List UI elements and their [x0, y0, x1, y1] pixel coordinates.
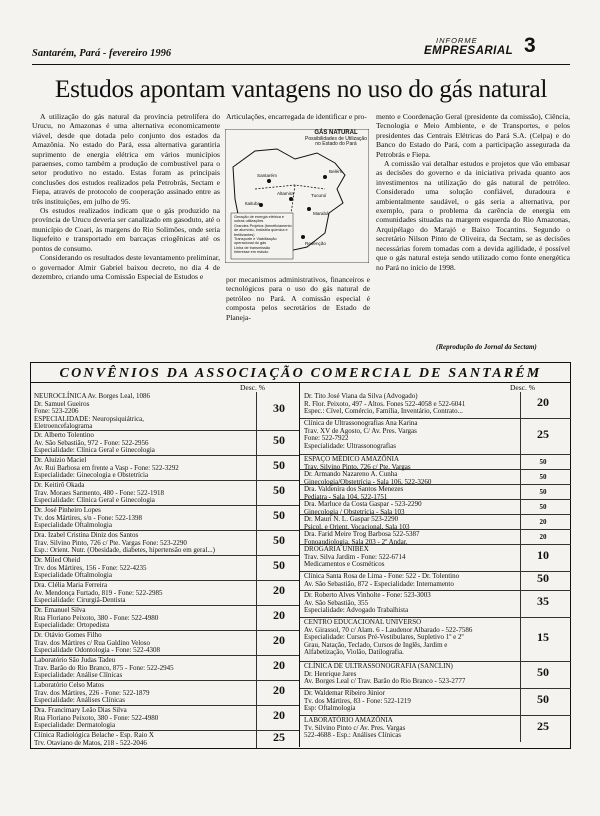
row-line: Dr. Emanuel Silva	[34, 606, 86, 614]
table-title: CONVÊNIOS DA ASSOCIAÇÃO COMERCIAL DE SANTARÉM	[59, 366, 542, 381]
row-text	[34, 607, 158, 630]
row-text	[304, 420, 418, 450]
row-line: Grau, Natação, Teclado, Cursos de Inglês, Jardim e	[304, 640, 448, 649]
table-title-rule	[30, 382, 571, 383]
table-row	[30, 506, 299, 531]
row-line: ESPECIALIDADE: Neuropsiquiátrica,	[34, 414, 145, 423]
row-line: Fone: 523-2206	[34, 407, 79, 416]
header-rule	[32, 64, 570, 65]
row-line: LABORATÓRIO AMAZÔNIA	[304, 716, 393, 724]
row-line: Especialidade: Cursos Pré-Vestibulares, Supletivo 1º e 2º	[304, 633, 464, 642]
row-text	[304, 663, 465, 686]
discount-value: 50	[273, 533, 285, 547]
row-text	[304, 486, 403, 501]
row-line: Trav. Silvino Pinto, 726 c/ Pte. Vargas Fone: 523-2290	[34, 538, 187, 547]
row-text	[304, 393, 465, 416]
discount-cell	[520, 500, 521, 514]
row-line: Dr. José Pinheiro Lopes	[34, 506, 101, 514]
article-paragraph: A comissão vai detalhar estudos e projetos que vão embasar as decisões do governo e da iniciativa privada quanto aos investimentos na utilização do gás natural de petróleo. Considerado uma solução confiável, duradoura e ambientalmente saudável, o gás seria a alternativa, por exemplo, para o problema da carência de energia em comunidades situadas na margem esquerda do Rio Amazonas, Arquipélago do Marajó e Baixo Tocantins. Segundo o secretário Nilson Pinto de Oliveira, da Sectam, se as decisões necessárias forem tomadas com a devida agilidade, é possível que o gás natural esteja sendo utilizado como fonte energética no Pará no início de 1998.	[376, 159, 570, 272]
row-line: Trav. dos Mártires c/ Rua Galdino Veloso	[34, 638, 151, 647]
row-line: Dr. Miled Oheid	[34, 556, 81, 564]
discount-cell	[520, 530, 521, 544]
article-column-3	[376, 112, 570, 272]
row-text	[304, 501, 422, 516]
row-text	[34, 657, 174, 680]
table-row	[30, 531, 299, 556]
discount-cell	[520, 572, 521, 590]
table-row	[300, 530, 571, 545]
discount-cell	[256, 606, 257, 630]
discount-value: 50	[273, 508, 285, 522]
discount-value: 50	[539, 502, 547, 511]
discount-value: 50	[539, 472, 547, 481]
discount-value: 50	[539, 487, 547, 496]
article-headline: Estudos apontam vantagens no uso do gás natural	[54, 74, 548, 103]
table-row	[30, 481, 299, 506]
row-text	[304, 546, 406, 569]
table-row	[300, 689, 571, 716]
table-row	[30, 556, 299, 581]
row-line: Medicamentos e Cosméticos	[304, 560, 385, 569]
map-place-redencao: Redenção	[305, 241, 326, 246]
gas-map-figure	[225, 129, 369, 263]
table-row	[300, 392, 571, 419]
discount-cell	[256, 481, 257, 505]
discount-value: 25	[537, 719, 549, 733]
row-line: Av. Girassol, 70 c/ Alam. 6 - Laudenor Albarado - 522-7586	[304, 625, 473, 634]
table-row	[30, 606, 299, 631]
row-line: Av. Mendonça Furtado, 819 - Fone: 522-2985	[34, 588, 163, 597]
discount-value: 50	[537, 665, 549, 679]
discount-cell	[256, 581, 257, 605]
row-line: Trv. dos Mártires, 156 - Fone: 522-4235	[34, 563, 147, 572]
row-line: Especialidade Odontologia - Fone: 522-4308	[34, 646, 160, 655]
article-paragraph: Considerando os resultados deste levantamento preliminar, o governador Almir Gabriel baixou decreto, no dia 4 de dezembro, criando uma Comissão Especial de Estudos e	[32, 253, 220, 281]
row-line: Dra. Clélia Maria Ferreira	[34, 581, 108, 589]
table-row	[300, 716, 571, 742]
map-legend-item: Geração de energia elétrica e outras utilizações	[234, 215, 285, 224]
row-line: Clínica de Ultrassonografias Ana Karina	[304, 419, 418, 427]
row-line: Dr. Samuel Gueiros	[34, 399, 90, 408]
row-line: Dr. Tito José Viana da Silva (Advogado)	[304, 392, 418, 400]
article-column-2-bottom	[226, 275, 370, 322]
row-line: Dra. Marluce da Costa Gaspar - 523-2290	[304, 500, 422, 508]
row-line: Especialidade: Ginecologia e Obstetrícia	[34, 471, 149, 480]
row-line: Tv. dos Mártires, 83 - Fone: 522-1219	[304, 696, 411, 705]
row-line: Laboratório Celso Matos	[34, 681, 104, 689]
row-line: Dr. Roberto Alves Vinholte - Fone: 523-3003	[304, 591, 431, 599]
row-text	[34, 632, 160, 655]
row-line: Dra. Valdeníra dos Santos Menezes	[304, 485, 404, 493]
row-line: Psicol. e Orient. Vocacional, Sala 103	[304, 522, 410, 531]
discount-cell	[256, 681, 257, 705]
row-line: Especialidade: Ultrassonografias	[304, 441, 396, 450]
table-row	[30, 456, 299, 481]
row-line: Dr. Aluízio Maciel	[34, 456, 87, 464]
row-text	[34, 393, 150, 431]
row-line: Dra. Izabel Cristina Diniz dos Santos	[34, 531, 139, 539]
row-line: ESPAÇO MÉDICO AMAZÔNIA	[304, 455, 400, 463]
discount-cell	[520, 618, 521, 661]
discount-cell	[256, 556, 257, 580]
discount-value: 20	[539, 517, 547, 526]
row-text	[34, 482, 164, 505]
row-line: Dr. Waldemar Ribeiro Júnior	[304, 689, 385, 697]
desc-header-right: Desc. %	[510, 383, 535, 392]
row-line: Dr. Mauri N. L. Gaspar 523-2290	[304, 515, 399, 523]
discount-value: 10	[537, 548, 549, 562]
map-place-santarem: Santarém	[257, 173, 277, 178]
discount-value: 20	[273, 583, 285, 597]
row-line: Laboratório São Judas Tadeu	[34, 656, 116, 664]
row-line: Especialidade Oftalmologia	[34, 521, 112, 530]
row-line: Ginecologia/Obstetrícia - Sala 106, 522-3260	[304, 477, 432, 486]
discount-cell	[520, 515, 521, 529]
discount-value: 50	[273, 458, 285, 472]
table-row	[30, 431, 299, 456]
discount-value: 30	[273, 401, 285, 415]
row-line: Tv. Silvino Pinto c/ Av. Pres. Vargas	[304, 723, 406, 732]
row-text	[34, 457, 179, 480]
row-line: Dr. Henrique Jares	[304, 669, 357, 678]
row-line: Esp.: Orient. Nutr. (Obesidade, diabetes, hipertensão em geral...)	[34, 546, 215, 555]
table-row	[300, 470, 571, 485]
row-text	[34, 432, 155, 455]
row-line: Trav. Silva Jardim - Fone: 522-6714	[304, 552, 406, 561]
row-line: Av. Rui Barbosa em frente a Vasp - Fone: 522-3292	[34, 463, 179, 472]
map-legend-item: Interesse em estudo	[234, 250, 269, 255]
row-line: Rua Floriano Peixoto, 380 - Fone: 522-4980	[34, 613, 159, 622]
row-line: Especialidade: Ortopedista	[34, 621, 110, 630]
map-subtitle: Possibilidades de Utilização no Estado do Pará	[305, 135, 367, 148]
discount-value: 20	[539, 532, 547, 541]
row-line: Fone: 522-7922	[304, 434, 349, 443]
row-text	[304, 531, 420, 546]
discount-value: 20	[273, 633, 285, 647]
row-line: Tv. dos Mártires, s/n - Fone: 522-1398	[34, 513, 143, 522]
table-row	[300, 618, 571, 662]
map-legend	[234, 215, 292, 255]
table-row	[30, 706, 299, 731]
row-text	[304, 717, 405, 740]
article-column-2-top	[226, 112, 370, 121]
discount-value: 35	[537, 594, 549, 608]
discount-cell	[256, 731, 257, 748]
discount-cell	[520, 545, 521, 571]
row-line: R. Flor. Peixoto, 497 - Altos. Fones 522-4058 e 522-6041	[304, 399, 466, 408]
header-place-date: Santarém, Pará - fevereiro 1996	[32, 48, 172, 59]
row-text	[34, 732, 154, 747]
row-line: CENTRO EDUCACIONAL UNIVERSO	[304, 618, 422, 626]
row-line: Fonoaudiologia, Sala 203 - 2º Andar.	[304, 537, 408, 546]
table-row	[30, 731, 299, 748]
row-line: Esp: Oftalmologia	[304, 704, 356, 713]
discount-cell	[520, 419, 521, 454]
discount-value: 20	[537, 395, 549, 409]
row-line: Rua Floriano Peixoto, 380 - Fone: 522-4980	[34, 713, 159, 722]
row-text	[304, 619, 472, 657]
discount-cell	[256, 431, 257, 455]
row-line: DROGARIA UNIBEX	[304, 545, 369, 553]
discount-value: 50	[273, 558, 285, 572]
discount-value: 50	[273, 483, 285, 497]
row-line: Especialidade: Dermatologia	[34, 721, 116, 730]
row-text	[304, 690, 411, 713]
row-text	[304, 456, 411, 471]
discount-value: 20	[273, 708, 285, 722]
table-row	[30, 631, 299, 656]
row-text	[304, 573, 459, 588]
row-line: Ginecologia / Obstetrícia - Sala 103	[304, 507, 405, 516]
row-line: NEUROCLÍNICA Av. Borges Leal, 1086	[34, 392, 150, 400]
row-line: Pediatra - Sala 104, 522-1751	[304, 492, 388, 501]
discount-value: 50	[273, 433, 285, 447]
article-paragraph: Articulações, encarregada de identificar e pro-	[226, 112, 367, 121]
table-row	[300, 662, 571, 689]
table-row	[300, 572, 571, 591]
row-line: Clínica Radiológica Belache - Esp. Raio X	[34, 731, 154, 739]
row-line: Clínica Santa Rosa de Lima - Fone: 522 - Dr. Tolentino	[304, 572, 460, 580]
discount-cell	[520, 591, 521, 617]
discount-cell	[520, 716, 521, 742]
table-row	[30, 681, 299, 706]
row-text	[304, 516, 410, 531]
table-row	[300, 545, 571, 572]
discount-cell	[256, 392, 257, 430]
table-row	[30, 392, 299, 431]
row-line: Eletroencefalograma	[34, 422, 93, 431]
table-row	[30, 656, 299, 681]
row-line: Trav. Barão do Rio Branco, 875 - Fone: 522-2945	[34, 663, 174, 672]
discount-cell	[256, 706, 257, 730]
row-line: Especialidade: Clínica Geral e Ginecologia	[34, 496, 155, 505]
discount-value: 20	[273, 608, 285, 622]
table-row	[300, 515, 571, 530]
map-place-tucurui: Tucuruí	[311, 193, 327, 198]
row-line: CLÍNICA DE ULTRASSONOGRAFIA (SANCLIN)	[304, 662, 453, 670]
map-legend-item: Grandes Projetos (beneficiamento de alumínio, indústria química e fertilizantes)	[234, 223, 292, 237]
row-line: Especialidade: Análise Clínicas	[34, 671, 123, 680]
discount-cell	[520, 392, 521, 418]
row-line: Especialidade: Cirurgiã-Dentista	[34, 596, 126, 605]
row-line: Av. São Sebastião, 872 - Especialidade: Internamento	[304, 579, 454, 588]
header-section-top: INFORME	[436, 36, 478, 45]
discount-cell	[256, 456, 257, 480]
discount-cell	[520, 662, 521, 688]
map-place-altamira: Altamira	[277, 191, 294, 196]
row-line: Dr. Keitirô Okada	[34, 481, 85, 489]
discount-value: 50	[537, 692, 549, 706]
row-line: Trav. Silvino Pinto, 726 c/ Pte. Vargas	[304, 462, 411, 471]
article-paragraph: A utilização do gás natural da província petrolífera do Urucu, no Amazonas é uma alternativa economicamente viável, desde que dotada pelo conjunto dos estados da Amazônia. No estado do Pará, essa alternativa garantiria suprimento de energia elétrica em vários municípios paraenses, como também a produção de combustível para o setor produtivo no estado. Estas foram as principais conclusões dos estudos realizados pela Petrobrás, Sectam e Fiepa, através de protocolo de cooperação assinado entre as três instituições, em julho de 95.	[32, 112, 220, 206]
map-place-itaituba: Itaituba	[245, 201, 261, 206]
row-text	[34, 707, 158, 730]
row-line: Alfabetização, Violão, Datilografia.	[304, 648, 404, 657]
discount-cell	[256, 531, 257, 555]
table-row	[30, 581, 299, 606]
discount-value: 20	[273, 658, 285, 672]
discount-cell	[520, 470, 521, 484]
row-text	[304, 471, 431, 486]
row-line: Av. São Sebastião, 355	[304, 598, 369, 607]
row-line: Trav. Moraes Sarmento, 480 - Fone: 522-1918	[34, 488, 164, 497]
table-row	[300, 591, 571, 618]
article-column-1	[32, 112, 220, 281]
row-line: Dra. Farid Meire Trog Barbosa 522-5387	[304, 530, 420, 538]
row-line: Dr. Armando Nazareno A. Cunha	[304, 470, 398, 478]
row-line: Av. Borges Leal c/ Trav. Barão do Rio Branco - 523-2777	[304, 677, 466, 686]
discount-cell	[256, 506, 257, 530]
article-credit: (Reprodução do Jornal da Sectam)	[436, 343, 537, 351]
discount-cell	[520, 455, 521, 469]
row-line: Dra. Francimary Leão Dias Silva	[34, 706, 127, 714]
discount-cell	[256, 656, 257, 680]
map-title: GÁS NATURAL	[314, 130, 358, 136]
header-section-main: EMPRESARIAL	[424, 45, 514, 57]
row-line: Espec.: Cível, Comércio, Família, Inventário, Contrato...	[304, 407, 463, 416]
row-line: Trav. dos Mártires, 226 - Fone: 522-1879	[34, 688, 150, 697]
discount-value: 50	[539, 457, 547, 466]
row-line: Dr. Alberto Tolentino	[34, 431, 94, 439]
row-text	[34, 557, 146, 580]
row-line: Especialidade: Advogado Trabalhista	[304, 606, 409, 615]
row-text	[34, 582, 163, 605]
map-legend-item: Transporte e Viabilização operacional do gás	[234, 237, 277, 246]
article-paragraph: por mecanismos administrativos, financeiros e tecnológicos para o uso do gás natural de petróleo no Pará. A comissão especial é composta pelos secretários de Estado de Planeja-	[226, 275, 370, 322]
row-line: 522-4688 - Esp.: Análises Clínicas	[304, 731, 402, 740]
row-text	[34, 532, 215, 555]
article-paragraph: mento e Coordenação Geral (presidente da comissão), Ciência, Tecnologia e Meio Ambiente, e de Transportes, e pelos presidentes das Centrais Elétricas do Pará S.A. (Celpa) e do Banco do Estado do Pará, com a participação assegurada da Petrobrás e Fiepa.	[376, 112, 570, 159]
row-line: Trav. XV de Agosto, C/ Av. Pres. Vargas	[304, 426, 417, 435]
discount-value: 15	[537, 629, 549, 644]
table-row	[300, 455, 571, 470]
row-text	[34, 682, 150, 705]
discount-value: 50	[537, 571, 549, 585]
discount-value: 25	[273, 729, 285, 744]
row-line: Especialidade: Análises Clínicas	[34, 696, 125, 705]
row-line: Dr. Otávio Gomes Filho	[34, 631, 102, 639]
row-line: Av. São Sebastião, 972 - Fone: 522-2956	[34, 438, 149, 447]
discount-value: 25	[537, 426, 549, 441]
discount-value: 20	[273, 683, 285, 697]
row-line: Especialidade: Clínica Geral e Ginecologia	[34, 446, 155, 455]
row-line: Trv. Otaviano de Matos, 218 - 522-2046	[34, 738, 147, 747]
article-paragraph: Os estudos realizados indicam que o gás produzido na província de Urucu deveria ser canalizado em gasoduto, até o município de Coari, às margens do Rio Solimões, onde seria liquefeito e transportado em barcaças criogênicas até os pontos de consumo.	[32, 206, 220, 253]
discount-cell	[520, 689, 521, 715]
map-place-maraba: Marabá	[313, 211, 329, 216]
table-row	[300, 500, 571, 515]
discount-cell	[520, 485, 521, 499]
map-legend-item: Linha de transmissão	[234, 245, 271, 250]
header-page-number: 3	[524, 34, 536, 57]
row-text	[34, 507, 142, 530]
row-text	[304, 592, 431, 615]
table-row	[300, 419, 571, 455]
map-place-belem: Belém	[329, 169, 343, 174]
table-row	[300, 485, 571, 500]
desc-header-left: Desc. %	[240, 383, 265, 392]
discount-cell	[256, 631, 257, 655]
row-line: Especialidade Oftalmologia	[34, 571, 112, 580]
